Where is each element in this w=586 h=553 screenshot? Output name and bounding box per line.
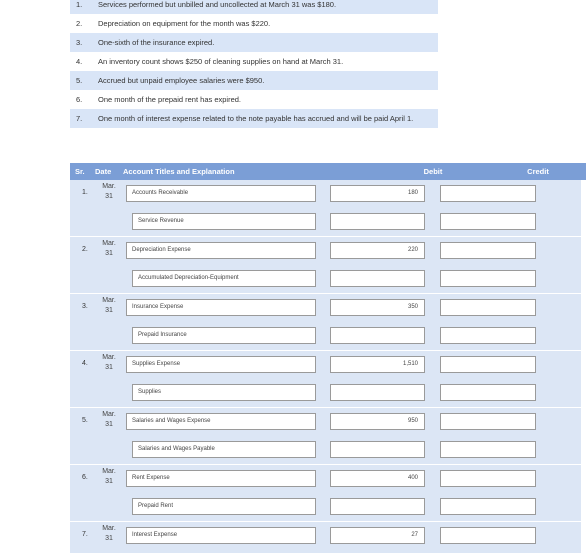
debit-amount-input[interactable]: [330, 384, 425, 401]
credit-account-input[interactable]: Supplies: [132, 384, 316, 401]
credit-amount-input[interactable]: [440, 299, 536, 316]
table-right-edge: [581, 436, 586, 464]
credit-amount-input[interactable]: [440, 413, 536, 430]
credit-line: [70, 208, 586, 236]
debit-account-input[interactable]: Insurance Expense: [126, 299, 316, 316]
adjustment-text: An inventory count shows $250 of cleaning supplies on hand at March 31.: [98, 57, 344, 66]
table-right-edge: [581, 493, 586, 521]
debit-account-input[interactable]: Rent Expense: [126, 470, 316, 487]
debit-amount-input[interactable]: 400: [330, 470, 425, 487]
table-right-edge: [581, 322, 586, 350]
journal-entry: [70, 180, 586, 236]
credit-amount-input[interactable]: [440, 470, 536, 487]
journal-entry: [70, 465, 586, 521]
entry-date: [98, 296, 120, 316]
debit-amount-input[interactable]: 180: [330, 185, 425, 202]
debit-account-input[interactable]: Salaries and Wages Expense: [126, 413, 316, 430]
debit-account-input[interactable]: Accounts Receivable: [126, 185, 316, 202]
header-debit: Debit: [423, 167, 443, 176]
journal-table: [70, 163, 586, 553]
adjustment-list: [70, 0, 438, 128]
adjustment-text: One-sixth of the insurance expired.: [98, 38, 215, 47]
debit-account-input[interactable]: Supplies Expense: [126, 356, 316, 373]
date-day: 31: [105, 307, 113, 314]
table-right-edge: [581, 237, 586, 265]
debit-line: [70, 351, 586, 379]
header-credit: Credit: [527, 167, 549, 176]
debit-amount-input[interactable]: [330, 498, 425, 515]
credit-line: [70, 493, 586, 521]
adjustment-text: One month of the prepaid rent has expired.: [98, 95, 242, 104]
journal-entry: [70, 408, 586, 464]
credit-line: [70, 379, 586, 407]
debit-account-input[interactable]: Depreciation Expense: [126, 242, 316, 259]
credit-account-input[interactable]: Prepaid Rent: [132, 498, 316, 515]
entry-number: 2.: [82, 246, 88, 253]
journal-entries: [70, 180, 586, 553]
adjustment-number: 6.: [76, 95, 83, 104]
date-day: 31: [105, 250, 113, 257]
credit-line: [70, 436, 586, 464]
credit-amount-input[interactable]: [440, 242, 536, 259]
date-month: Mar.: [102, 411, 116, 418]
entry-date: [98, 353, 120, 373]
credit-amount-input[interactable]: [440, 213, 536, 230]
adjustment-number: 5.: [76, 76, 83, 85]
credit-account-input[interactable]: Prepaid Insurance: [132, 327, 316, 344]
debit-line: [70, 465, 586, 493]
debit-amount-input[interactable]: 350: [330, 299, 425, 316]
entry-number: 1.: [82, 189, 88, 196]
header-sr: Sr.: [75, 167, 85, 176]
credit-amount-input[interactable]: [440, 527, 536, 544]
date-month: Mar.: [102, 183, 116, 190]
adjustment-number: 7.: [76, 114, 83, 123]
debit-amount-input[interactable]: 27: [330, 527, 425, 544]
credit-amount-input[interactable]: [440, 356, 536, 373]
date-day: 31: [105, 193, 113, 200]
adjustment-item: [70, 90, 438, 109]
debit-line: [70, 408, 586, 436]
adjustment-item: [70, 52, 438, 71]
debit-amount-input[interactable]: [330, 213, 425, 230]
credit-amount-input[interactable]: [440, 441, 536, 458]
adjustment-number: 3.: [76, 38, 83, 47]
debit-amount-input[interactable]: [330, 327, 425, 344]
entry-number: 4.: [82, 360, 88, 367]
journal-entry: [70, 351, 586, 407]
credit-line: [70, 322, 586, 350]
date-day: 31: [105, 478, 113, 485]
entry-number: 5.: [82, 417, 88, 424]
credit-amount-input[interactable]: [440, 384, 536, 401]
journal-header-row: [70, 163, 586, 180]
adjustment-number: 1.: [76, 0, 83, 9]
header-account-titles: Account Titles and Explanation: [123, 167, 235, 176]
date-month: Mar.: [102, 525, 116, 532]
debit-line: [70, 237, 586, 265]
adjustment-text: Depreciation on equipment for the month was $220.: [98, 19, 271, 28]
journal-entry: [70, 294, 586, 350]
credit-account-input[interactable]: Accumulated Depreciation-Equipment: [132, 270, 316, 287]
adjustment-text: One month of interest expense related to the note payable has accrued and will be paid April 1.: [98, 114, 414, 123]
debit-amount-input[interactable]: [330, 270, 425, 287]
date-month: Mar.: [102, 297, 116, 304]
adjustment-item: [70, 109, 438, 128]
table-right-edge: [581, 379, 586, 407]
table-right-edge: [581, 208, 586, 236]
journal-entry: [70, 237, 586, 293]
adjustment-number: 4.: [76, 57, 83, 66]
adjustment-item: [70, 14, 438, 33]
adjustment-number: 2.: [76, 19, 83, 28]
table-right-edge: [581, 465, 586, 493]
date-month: Mar.: [102, 240, 116, 247]
debit-line: [70, 180, 586, 208]
debit-amount-input[interactable]: 220: [330, 242, 425, 259]
date-day: 31: [105, 421, 113, 428]
entry-date: [98, 524, 120, 544]
debit-amount-input[interactable]: 950: [330, 413, 425, 430]
adjustment-item: [70, 33, 438, 52]
credit-amount-input[interactable]: [440, 327, 536, 344]
credit-amount-input[interactable]: [440, 185, 536, 202]
credit-account-input[interactable]: Service Revenue: [132, 213, 316, 230]
date-day: 31: [105, 364, 113, 371]
journal-entry: [70, 522, 586, 553]
table-right-edge: [581, 351, 586, 379]
adjustment-text: Accrued but unpaid employee salaries were $950.: [98, 76, 265, 85]
entry-date: [98, 182, 120, 202]
header-date: Date: [95, 167, 112, 176]
credit-amount-input[interactable]: [440, 498, 536, 515]
table-right-edge: [581, 294, 586, 322]
entry-date: [98, 467, 120, 487]
debit-amount-input[interactable]: 1,510: [330, 356, 425, 373]
date-month: Mar.: [102, 354, 116, 361]
table-right-edge: [581, 522, 586, 550]
table-right-edge: [581, 265, 586, 293]
credit-amount-input[interactable]: [440, 270, 536, 287]
credit-account-input[interactable]: Salaries and Wages Payable: [132, 441, 316, 458]
debit-account-input[interactable]: Interest Expense: [126, 527, 316, 544]
adjustment-item: [70, 0, 438, 14]
date-month: Mar.: [102, 468, 116, 475]
table-right-edge: [581, 180, 586, 208]
credit-line: [70, 265, 586, 293]
debit-line: [70, 522, 586, 550]
date-day: 31: [105, 535, 113, 542]
debit-amount-input[interactable]: [330, 441, 425, 458]
entry-date: [98, 239, 120, 259]
adjustment-text: Services performed but unbilled and uncollected at March 31 was $180.: [98, 0, 337, 9]
entry-date: [98, 410, 120, 430]
table-right-edge: [581, 408, 586, 436]
debit-line: [70, 294, 586, 322]
adjustment-item: [70, 71, 438, 90]
entry-number: 3.: [82, 303, 88, 310]
entry-number: 7.: [82, 531, 88, 538]
entry-number: 6.: [82, 474, 88, 481]
